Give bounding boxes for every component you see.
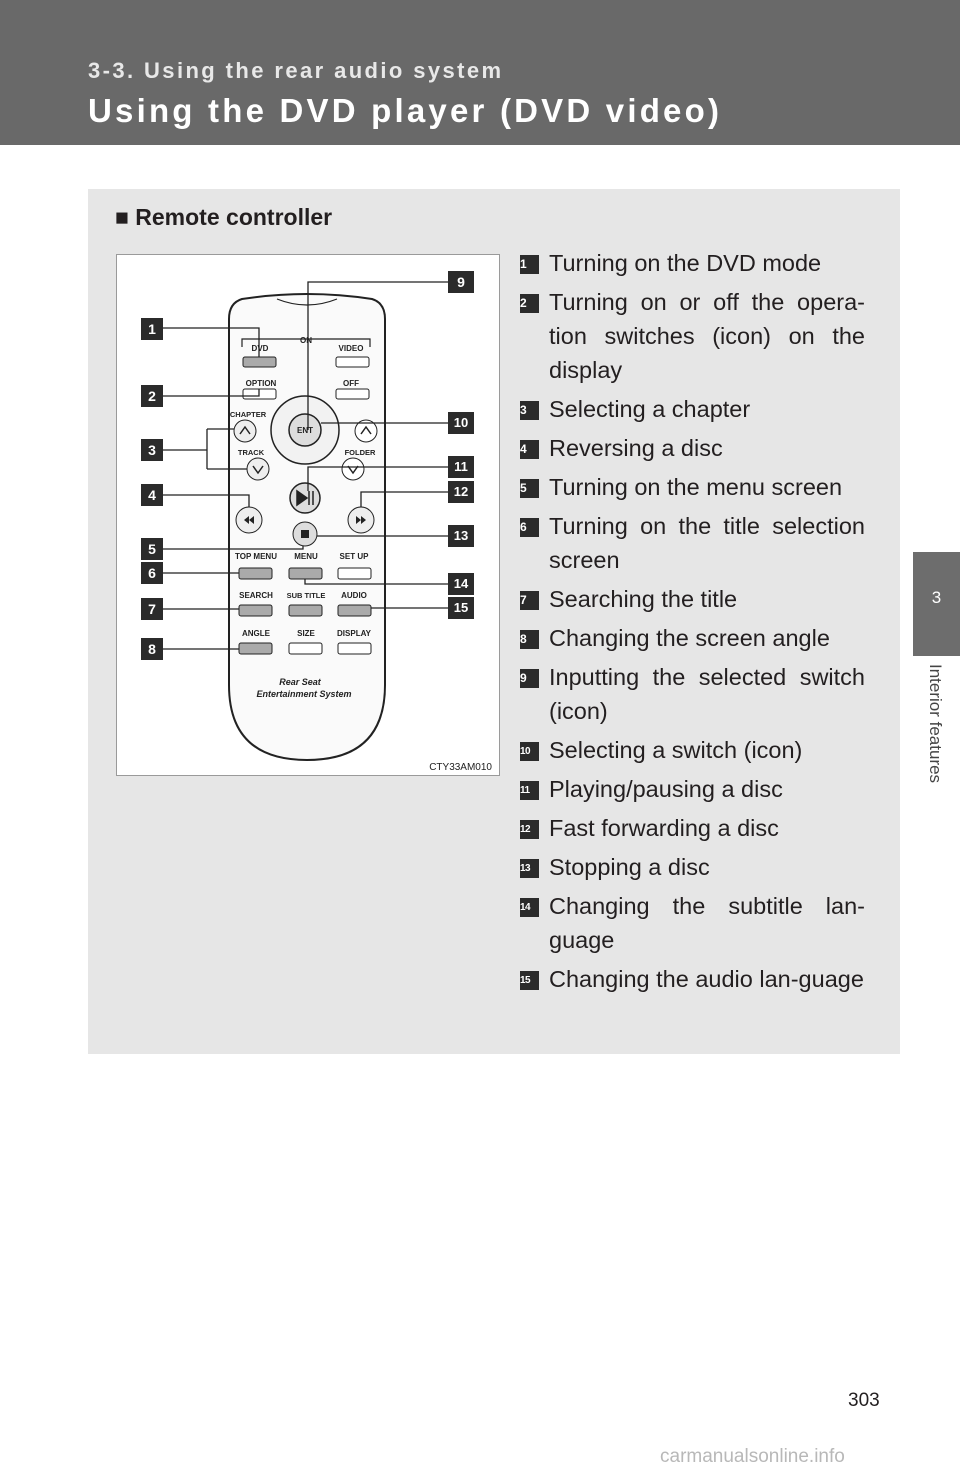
callout-3: 3	[141, 439, 163, 461]
folder-label: FOLDER	[344, 448, 376, 457]
top-menu-label: TOP MENU	[235, 552, 277, 561]
dvd-label: DVD	[251, 344, 269, 353]
figure-code: CTY33AM010	[429, 762, 492, 773]
remote-figure	[116, 254, 500, 776]
item-number-badge: 3	[520, 401, 539, 420]
item-number-badge: 9	[520, 669, 539, 688]
remote-illustration	[117, 255, 501, 777]
sub-title-button	[289, 605, 322, 616]
list-item	[520, 582, 865, 616]
item-number-badge: 6	[520, 518, 539, 537]
callout-9: 9	[448, 271, 474, 293]
callout-14: 14	[448, 573, 474, 595]
audio-label: AUDIO	[341, 591, 367, 600]
chapter-tab-number: 3	[931, 588, 942, 607]
item-number-badge: 5	[520, 479, 539, 498]
dvd-button	[243, 357, 276, 367]
item-text: Searching the title	[549, 586, 738, 612]
item-text: Changing the audio lan-guage	[549, 966, 864, 992]
set-up-label: SET UP	[339, 552, 369, 561]
item-number-badge: 11	[520, 781, 539, 800]
display-label: DISPLAY	[337, 629, 371, 638]
chapter-down-button	[247, 458, 269, 480]
angle-button	[239, 643, 272, 654]
list-item	[520, 246, 865, 280]
item-number-badge: 1	[520, 255, 539, 274]
item-number-badge: 12	[520, 820, 539, 839]
chapter-label: CHAPTER	[229, 410, 267, 419]
size-button	[289, 643, 322, 654]
callout-1: 1	[141, 318, 163, 340]
top-menu-button	[239, 568, 272, 579]
callout-15: 15	[448, 597, 474, 619]
sub-title-label: SUB TITLE	[286, 591, 326, 600]
item-text: Changing the screen angle	[549, 625, 830, 651]
page-title: Using the DVD player (DVD video)	[88, 92, 723, 129]
callout-5: 5	[141, 538, 163, 560]
option-label: OPTION	[245, 379, 277, 388]
chapter-tab[interactable]	[913, 552, 960, 656]
size-label: SIZE	[297, 629, 315, 638]
chapter-header	[0, 0, 960, 145]
list-item	[520, 470, 865, 504]
item-number-badge: 10	[520, 742, 539, 761]
item-text: Selecting a chapter	[549, 396, 751, 422]
list-item	[520, 509, 865, 577]
list-item	[520, 621, 865, 655]
list-item	[520, 962, 865, 996]
chapter-up-button	[234, 420, 256, 442]
menu-button	[289, 568, 322, 579]
item-number-badge: 15	[520, 971, 539, 990]
off-button	[336, 389, 369, 399]
brand-line-1: Rear Seat	[279, 677, 321, 687]
sub-heading: ■ Remote controller	[115, 204, 333, 230]
item-number-badge: 14	[520, 898, 539, 917]
list-item	[520, 660, 865, 728]
list-item	[520, 889, 865, 957]
list-item	[520, 392, 865, 426]
folder-down-button	[342, 458, 364, 480]
track-label: TRACK	[237, 448, 265, 457]
section-label: 3-3. Using the rear audio system	[88, 58, 504, 83]
list-item	[520, 811, 865, 845]
item-number-badge: 8	[520, 630, 539, 649]
callout-10: 10	[448, 412, 474, 434]
set-up-button	[338, 568, 371, 579]
item-text: Stopping a disc	[549, 854, 710, 880]
item-text: Selecting a switch (icon)	[549, 737, 803, 763]
video-button	[336, 357, 369, 367]
callout-13: 13	[448, 525, 474, 547]
chapter-tab-label: Interior features	[926, 664, 945, 784]
item-number-badge: 13	[520, 859, 539, 878]
search-button	[239, 605, 272, 616]
brand-line-2: Entertainment System	[256, 689, 352, 699]
list-item	[520, 431, 865, 465]
audio-button	[338, 605, 371, 616]
angle-label: ANGLE	[242, 629, 270, 638]
item-text: Reversing a disc	[549, 435, 723, 461]
off-label: OFF	[343, 379, 359, 388]
video-label: VIDEO	[338, 344, 364, 353]
ent-label: ENT	[297, 426, 313, 435]
item-text: Playing/pausing a disc	[549, 776, 783, 802]
callout-4: 4	[141, 484, 163, 506]
menu-label: MENU	[294, 552, 318, 561]
item-number-badge: 2	[520, 294, 539, 313]
item-text: Turning on the DVD mode	[549, 250, 822, 276]
watermark-link[interactable]: carmanualsonline.info	[660, 1446, 845, 1467]
callout-8: 8	[141, 638, 163, 660]
page-number: 303	[848, 1390, 880, 1411]
callout-11: 11	[448, 456, 474, 478]
on-label: ON	[300, 336, 312, 345]
item-number-badge: 4	[520, 440, 539, 459]
item-text: Turning on the title selection screen	[549, 513, 865, 573]
item-text: Turning on the menu screen	[549, 474, 843, 500]
item-text: Inputting the selected switch (icon)	[549, 664, 865, 724]
stop-icon	[301, 530, 309, 538]
item-text: Fast forwarding a disc	[549, 815, 779, 841]
display-button	[338, 643, 371, 654]
callout-6: 6	[141, 562, 163, 584]
callout-12: 12	[448, 481, 474, 503]
callout-2: 2	[141, 385, 163, 407]
function-list	[520, 246, 865, 1001]
search-label: SEARCH	[239, 591, 273, 600]
callout-7: 7	[141, 598, 163, 620]
item-number-badge: 7	[520, 591, 539, 610]
item-text: Turning on or off the opera-tion switches (icon) on the display	[549, 289, 865, 383]
list-item	[520, 772, 865, 806]
item-text: Changing the subtitle lan-guage	[549, 893, 865, 953]
list-item	[520, 285, 865, 387]
list-item	[520, 850, 865, 884]
list-item	[520, 733, 865, 767]
